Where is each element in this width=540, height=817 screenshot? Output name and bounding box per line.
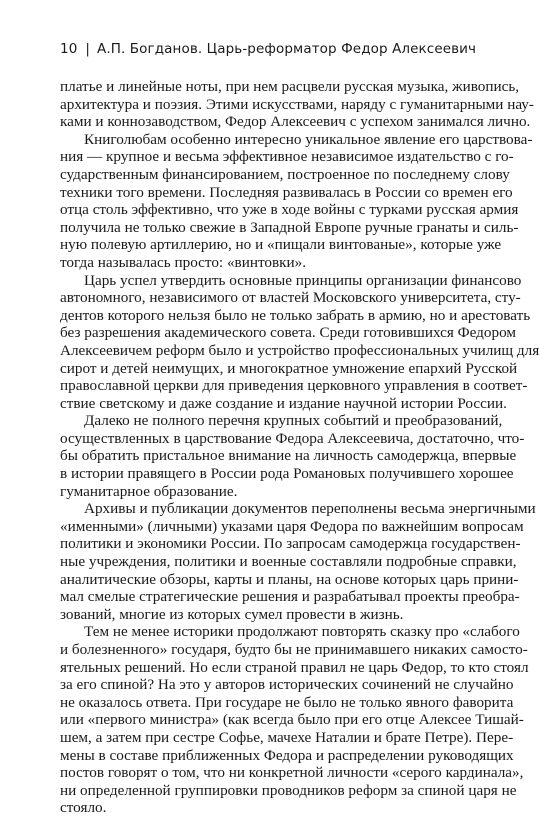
text-line: ные учреждения, политики и военные составляли подробные справки, (60, 553, 517, 571)
text-line: ную полевую артиллерию, но и «пищали винтованые», которые уже (60, 236, 502, 254)
text-line: тогда называлась просто: «винтовки». (60, 253, 307, 271)
text-line: стояло. (60, 799, 107, 817)
text-line: шем, а затем при сестре Софье, мачехе Наталии и брате Петре). Пере- (60, 728, 514, 746)
text-line: не оказалось ответа. При государе не было не только явного фаворита (60, 693, 514, 711)
header-separator: | (85, 41, 91, 57)
page-number: 10 (60, 41, 78, 57)
text-line: ния — крупное и весьма эффективное независимое издательство с го- (60, 148, 514, 166)
text-line: без разрешения академического совета. Среди готовившихся Федором (60, 324, 517, 342)
text-line: аналитические обзоры, карты и планы, на основе которых царь прини- (60, 570, 519, 588)
paragraph (60, 623, 529, 817)
body-text (60, 78, 540, 817)
text-line: отца столь эффективно, что уже в ходе войны с турками русская армия (60, 201, 519, 219)
text-line: или «первого министра» (как всегда было при его отце Алексее Тишай- (60, 711, 524, 729)
text-line: получила не только свежие в Западной Европе ручные гранаты и силь- (60, 218, 519, 236)
text-line: автономного, независимого от властей Московского университета, сту- (60, 289, 521, 307)
text-line: зований, многие из которых сумел провести в жизнь. (60, 605, 404, 623)
text-line: постов говорят о том, что ни конкретной личности «серого кардинала», (60, 764, 524, 782)
text-line: и болезненного» государя, будто бы не принимавшего никаких самосто- (60, 641, 528, 658)
text-line: Архивы и публикации документов переполнены весьма энергичными (84, 500, 536, 518)
text-line: бы обратить пристальное внимание на личность самодержца, впервые (60, 447, 517, 465)
text-line: Книголюбам особенно интересно уникальное явление его царствова- (84, 130, 533, 148)
text-line: ятельных решений. Но если страной правил не царь Федор, то кто стоял (60, 658, 529, 676)
text-line: в истории правящего в России рода Романовых получившего хорошее (60, 465, 514, 483)
text-line: политики и экономики России. По запросам самодержца государствен- (60, 535, 521, 553)
paragraph (60, 500, 536, 623)
text-line: ками и коннозаводством, Федор Алексеевич с успехом занимался лично. (60, 113, 531, 131)
text-line: осуществленных в царствование Федора Алексеевича, достаточно, что- (60, 429, 525, 447)
text-line: сударственным финансированием, построенное по последнему слову (60, 165, 510, 183)
text-line: за его спиной? На это у авторов исторических сочинений не случайно (60, 676, 514, 694)
text-line: мены в составе приближенных Федора и распределении руководящих (60, 746, 514, 764)
text-line: техники того времени. Последняя развивалась в России со времен его (60, 183, 513, 201)
running-header (60, 41, 476, 57)
text-line: дентов которого нельзя было не только забрать в армию, но и арестовать (60, 306, 531, 324)
paragraph (60, 271, 540, 413)
text-line: гуманитарное образование. (60, 482, 238, 500)
text-line: Далеко не полного перечня крупных событий и преобразований, (84, 412, 503, 430)
paragraph (60, 412, 525, 500)
text-line: архитектура и поэзия. Этими искусствами, наряду с гуманитарными нау- (60, 95, 534, 113)
running-title: А.П. Богданов. Царь-реформатор Федор Алексеевич (97, 41, 477, 57)
text-line: ствие светскому и даже создание и издание научной истории России. (60, 394, 507, 412)
paragraph (60, 78, 534, 131)
text-line: платье и линейные ноты, при нем расцвели русская музыка, живопись, (60, 78, 520, 95)
text-line: Алексеевичем реформ было и устройство профессиональных училищ для (60, 341, 540, 359)
text-line: Царь успел утвердить основные принципы организации финансово (84, 271, 522, 289)
text-line: мал смелые стратегические решения и разрабатывал проекты преобра- (60, 588, 520, 606)
text-line: православной церкви для приведения церковного управления в соответ- (60, 377, 528, 395)
text-line: Тем не менее историки продолжают повторять сказку про «слабого (84, 623, 520, 641)
text-line: сирот и детей неимущих, и многократное умножение епархий Русской (60, 359, 518, 377)
text-line: ни определенной группировки проводников реформ за спиной царя не (60, 781, 517, 799)
text-line: «именными» (личными) указами царя Федора по важнейшим вопросам (60, 517, 524, 535)
paragraph (60, 130, 533, 272)
